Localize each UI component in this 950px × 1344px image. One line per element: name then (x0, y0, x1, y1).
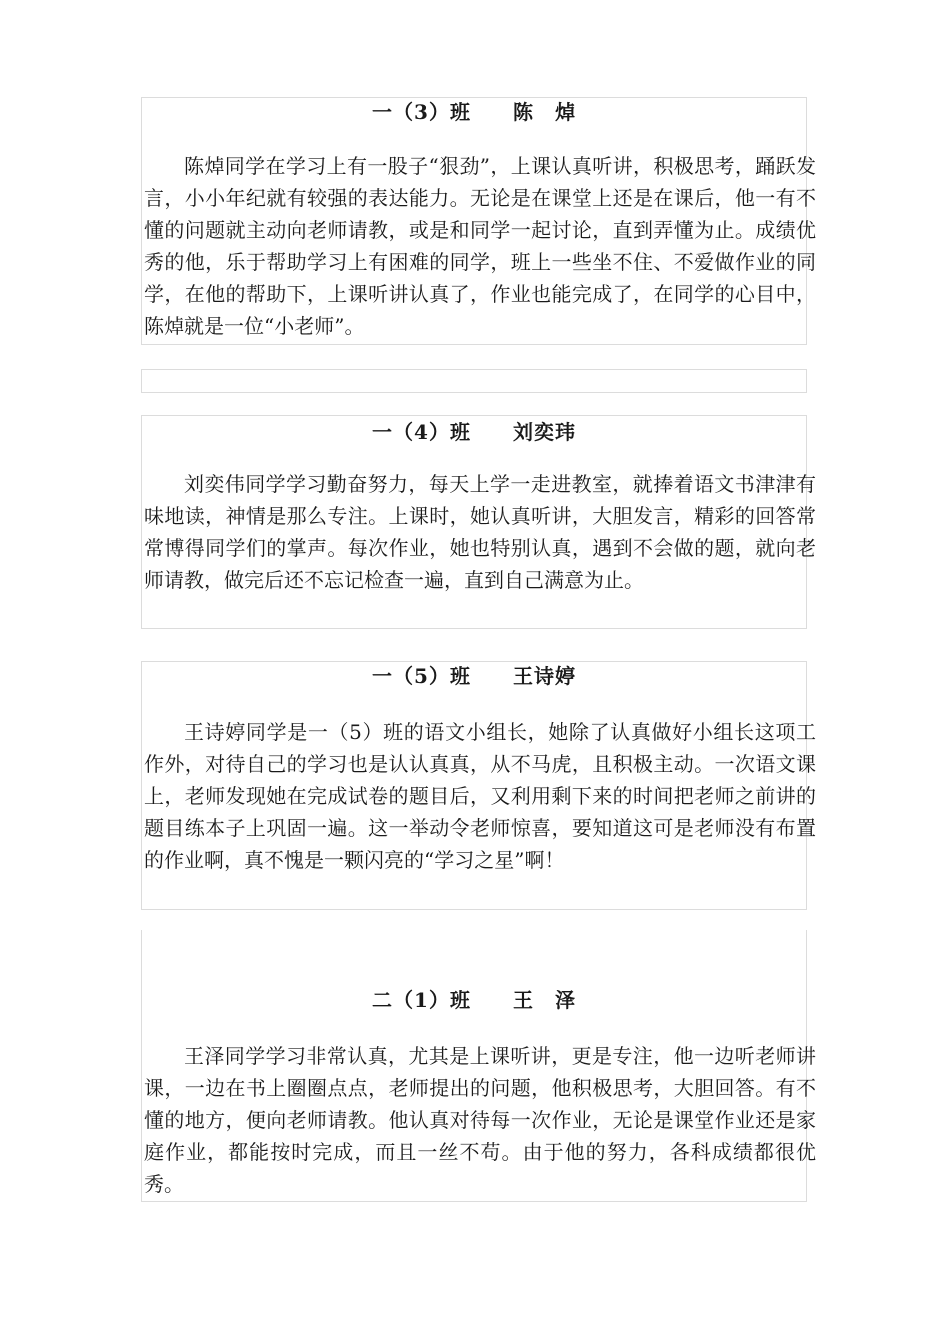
section-card-chen-zhuo (141, 97, 816, 345)
section-body: 王泽同学学习非常认真，尤其是上课听讲，更是专注，他一边听老师讲课，一边在书上圈圈点点，老师提出的问题，他积极思考，大胆回答。有不懂的地方，便向老师请教。他认真对待每一次作业，无论是课堂作业还是家庭作业，都能按时完成，而且一丝不苟。由于他的努力，各科成绩都很优秀。 (144, 1044, 816, 1196)
empty-divider-box (141, 369, 807, 393)
section-card-wang-ze (141, 930, 816, 1202)
section-title: 一（3）班 陈 焯 (372, 100, 576, 124)
section-title: 一（5）班 王诗婷 (372, 664, 576, 688)
section-title: 一（4）班 刘奕玮 (372, 420, 576, 444)
section-card-liu-yiwei (141, 415, 816, 629)
section-body: 王诗婷同学是一（5）班的语文小组长，她除了认真做好小组长这项工作外，对待自己的学习也是认认真真，从不马虎，且积极主动。一次语文课上，老师发现她在完成试卷的题目后，又利用剩下来的时间把老师之前讲的题目练本子上巩固一遍。这一举动令老师惊喜，要知道这可是老师没有布置的作业啊，真不愧是一颗闪亮的“学习之星”啊！ (144, 720, 816, 872)
section-body: 陈焯同学在学习上有一股子“狠劲”，上课认真听讲，积极思考，踊跃发言，小小年纪就有较强的表达能力。无论是在课堂上还是在课后，他一有不懂的问题就主动向老师请教，或是和同学一起讨论，直到弄懂为止。成绩优秀的他，乐于帮助学习上有困难的同学，班上一些坐不住、不爱做作业的同学，在他的帮助下，上课听讲认真了，作业也能完成了，在同学的心目中，陈焯就是一位“小老师”。 (144, 154, 816, 338)
section-body: 刘奕伟同学学习勤奋努力，每天上学一走进教室，就捧着语文书津津有味地读，神情是那么专注。上课时，她认真听讲，大胆发言，精彩的回答常常博得同学们的掌声。每次作业，她也特别认真，遇到不会做的题，就向老师请教，做完后还不忘记检查一遍，直到自己满意为止。 (144, 472, 816, 592)
section-title: 二（1）班 王 泽 (372, 988, 576, 1012)
section-card-wang-shiting (141, 661, 816, 910)
